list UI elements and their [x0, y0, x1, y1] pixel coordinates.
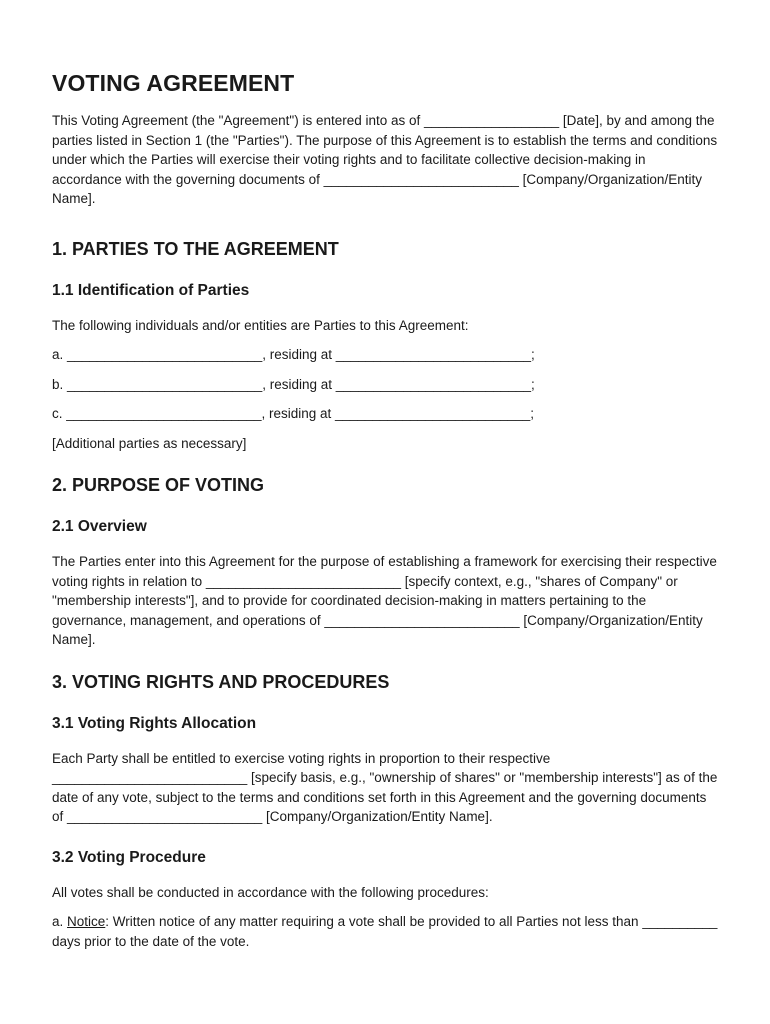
- party-c-line: c. __________________________, residing at __________________________;: [52, 406, 534, 421]
- overview-paragraph: The Parties enter into this Agreement for the purpose of establishing a framework for exercising their respective voting rights in relation to __________________________ [specify context, e.g., "shares of Company" or "membership interests"], and to provide for coordinated decision-making in matters pertaining to the governance, management, and operations of __________________________ [Company/Organization/Entity Name].: [52, 554, 717, 647]
- section-1-1-heading: 1.1 Identification of Parties: [52, 281, 250, 299]
- document-title: VOTING AGREEMENT: [52, 70, 295, 96]
- intro-paragraph: This Voting Agreement (the "Agreement") is entered into as of __________________ [Date], by and among the parties listed in Section 1 (the "Parties"). The purpose of this Agreement is to establish the terms and conditions under which the Parties will exercise their voting rights and to facilitate collective decision-making in accordance with the governing documents of __________________________ [Company/Organization/Entity Name].: [52, 113, 718, 206]
- section-1-heading: 1. PARTIES TO THE AGREEMENT: [52, 238, 339, 259]
- notice-term: Notice: [67, 914, 106, 929]
- section-2-1-heading: 2.1 Overview: [52, 518, 147, 535]
- section-3-heading: 3. VOTING RIGHTS AND PROCEDURES: [52, 671, 390, 692]
- section-3-1-heading: 3.1 Voting Rights Allocation: [52, 714, 257, 732]
- procedure-lead: All votes shall be conducted in accordance with the following procedures:: [52, 884, 489, 900]
- section-3-2-heading: 3.2 Voting Procedure: [52, 848, 206, 866]
- item-a-prefix: a.: [52, 914, 68, 929]
- section-2-heading: 2. PURPOSE OF VOTING: [52, 475, 265, 495]
- item-a-text: : Written notice of any matter requiring a vote shall be provided to all Parties not less than __________ days prior to the date of the vote.: [52, 914, 718, 949]
- party-a-line: a. __________________________, residing at __________________________;: [52, 347, 535, 362]
- party-b-line: b. __________________________, residing at __________________________;: [52, 376, 535, 392]
- parties-lead: The following individuals and/or entities are Parties to this Agreement:: [52, 317, 469, 333]
- additional-parties-note: [Additional parties as necessary]: [52, 435, 247, 451]
- procedure-item-a: [52, 912, 718, 951]
- voting-rights-paragraph: Each Party shall be entitled to exercise voting rights in proportion to their respective __________________________ [specify basis, e.g., "ownership of shares" or "membership interests"] as of the date of any vote, subject to the terms and conditions set forth in this Agreement and the governing documents of __________________________ [Company/Organization/Entity Name].: [52, 750, 718, 824]
